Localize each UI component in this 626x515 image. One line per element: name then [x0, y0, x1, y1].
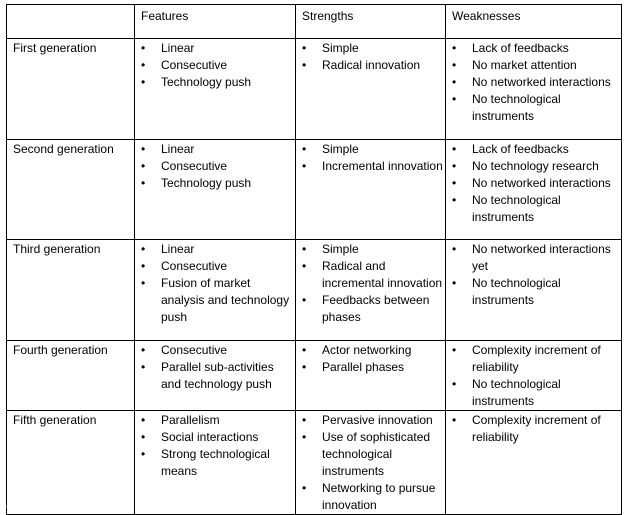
features-list [141, 412, 295, 480]
page-mark [6, 505, 7, 508]
list-item: • No market attention [452, 57, 621, 74]
header-cell-features: Features [135, 5, 296, 39]
strengths-cell [296, 39, 446, 140]
strengths-cell [296, 240, 446, 341]
list-item: • Strong technological means [141, 446, 295, 480]
table-row [7, 39, 622, 140]
generation-cell: First generation [7, 39, 135, 140]
features-cell [135, 341, 296, 411]
weaknesses-list [452, 241, 621, 309]
features-list [141, 241, 295, 326]
table-row [7, 341, 622, 411]
table-body [7, 5, 622, 515]
features-cell [135, 39, 296, 140]
list-item: • Pervasive innovation [302, 412, 445, 429]
list-item: • Linear [141, 141, 295, 158]
list-item: • No technological instruments [452, 376, 621, 410]
generation-cell: Fourth generation [7, 341, 135, 411]
list-item: • Radical innovation [302, 57, 445, 74]
strengths-list [302, 342, 445, 376]
list-item: • No networked interactions yet [452, 241, 621, 275]
list-item: • Use of sophisticated technological instruments [302, 429, 445, 480]
list-item: • Lack of feedbacks [452, 40, 621, 57]
weaknesses-cell [446, 39, 622, 140]
strengths-list [302, 241, 445, 326]
list-item: • Simple [302, 141, 445, 158]
features-cell [135, 140, 296, 240]
table-row [7, 140, 622, 240]
strengths-cell [296, 140, 446, 240]
list-item: • Simple [302, 40, 445, 57]
strengths-list [302, 40, 445, 74]
list-item: • Parallel sub-activities and technology push [141, 359, 295, 393]
weaknesses-cell [446, 240, 622, 341]
generation-cell: Third generation [7, 240, 135, 341]
table-row [7, 411, 622, 515]
strengths-cell [296, 341, 446, 411]
generations-table [6, 4, 622, 515]
list-item: • Complexity increment of reliability [452, 342, 621, 376]
generation-cell: Second generation [7, 140, 135, 240]
weaknesses-list [452, 342, 621, 410]
strengths-list [302, 412, 445, 514]
table-row [7, 240, 622, 341]
weaknesses-list [452, 40, 621, 125]
list-item: • No technological instruments [452, 192, 621, 226]
list-item: • No technological instruments [452, 91, 621, 125]
list-item: • No networked interactions [452, 175, 621, 192]
features-cell [135, 240, 296, 341]
list-item: • Simple [302, 241, 445, 258]
strengths-list [302, 141, 445, 175]
header-cell-strengths: Strengths [296, 5, 446, 39]
weaknesses-cell [446, 411, 622, 515]
list-item: • Consecutive [141, 158, 295, 175]
list-item: • Feedbacks between phases [302, 292, 445, 326]
list-item: • Networking to pursue innovation [302, 480, 445, 514]
list-item: • Consecutive [141, 258, 295, 275]
list-item: • Social interactions [141, 429, 295, 446]
weaknesses-cell [446, 140, 622, 240]
weaknesses-cell [446, 341, 622, 411]
list-item: • Consecutive [141, 342, 295, 359]
list-item: • Radical and incremental innovation [302, 258, 445, 292]
list-item: • Parallel phases [302, 359, 445, 376]
list-item: • Parallelism [141, 412, 295, 429]
list-item: • Complexity increment of reliability [452, 412, 621, 446]
list-item: • Technology push [141, 175, 295, 192]
list-item: • No technological instruments [452, 275, 621, 309]
list-item: • No networked interactions [452, 74, 621, 91]
weaknesses-list [452, 412, 621, 446]
list-item: • Incremental innovation [302, 158, 445, 175]
features-list [141, 141, 295, 192]
list-item: • Linear [141, 40, 295, 57]
list-item: • Consecutive [141, 57, 295, 74]
list-item: • Technology push [141, 74, 295, 91]
header-row [7, 5, 622, 39]
list-item: • Linear [141, 241, 295, 258]
features-list [141, 40, 295, 91]
weaknesses-list [452, 141, 621, 226]
features-list [141, 342, 295, 393]
list-item: • No technology research [452, 158, 621, 175]
header-cell-weaknesses: Weaknesses [446, 5, 622, 39]
list-item: • Actor networking [302, 342, 445, 359]
features-cell [135, 411, 296, 515]
list-item: • Fusion of market analysis and technology push [141, 275, 295, 326]
generation-cell: Fifth generation [7, 411, 135, 515]
strengths-cell [296, 411, 446, 515]
header-cell-empty [7, 5, 135, 39]
list-item: • Lack of feedbacks [452, 141, 621, 158]
